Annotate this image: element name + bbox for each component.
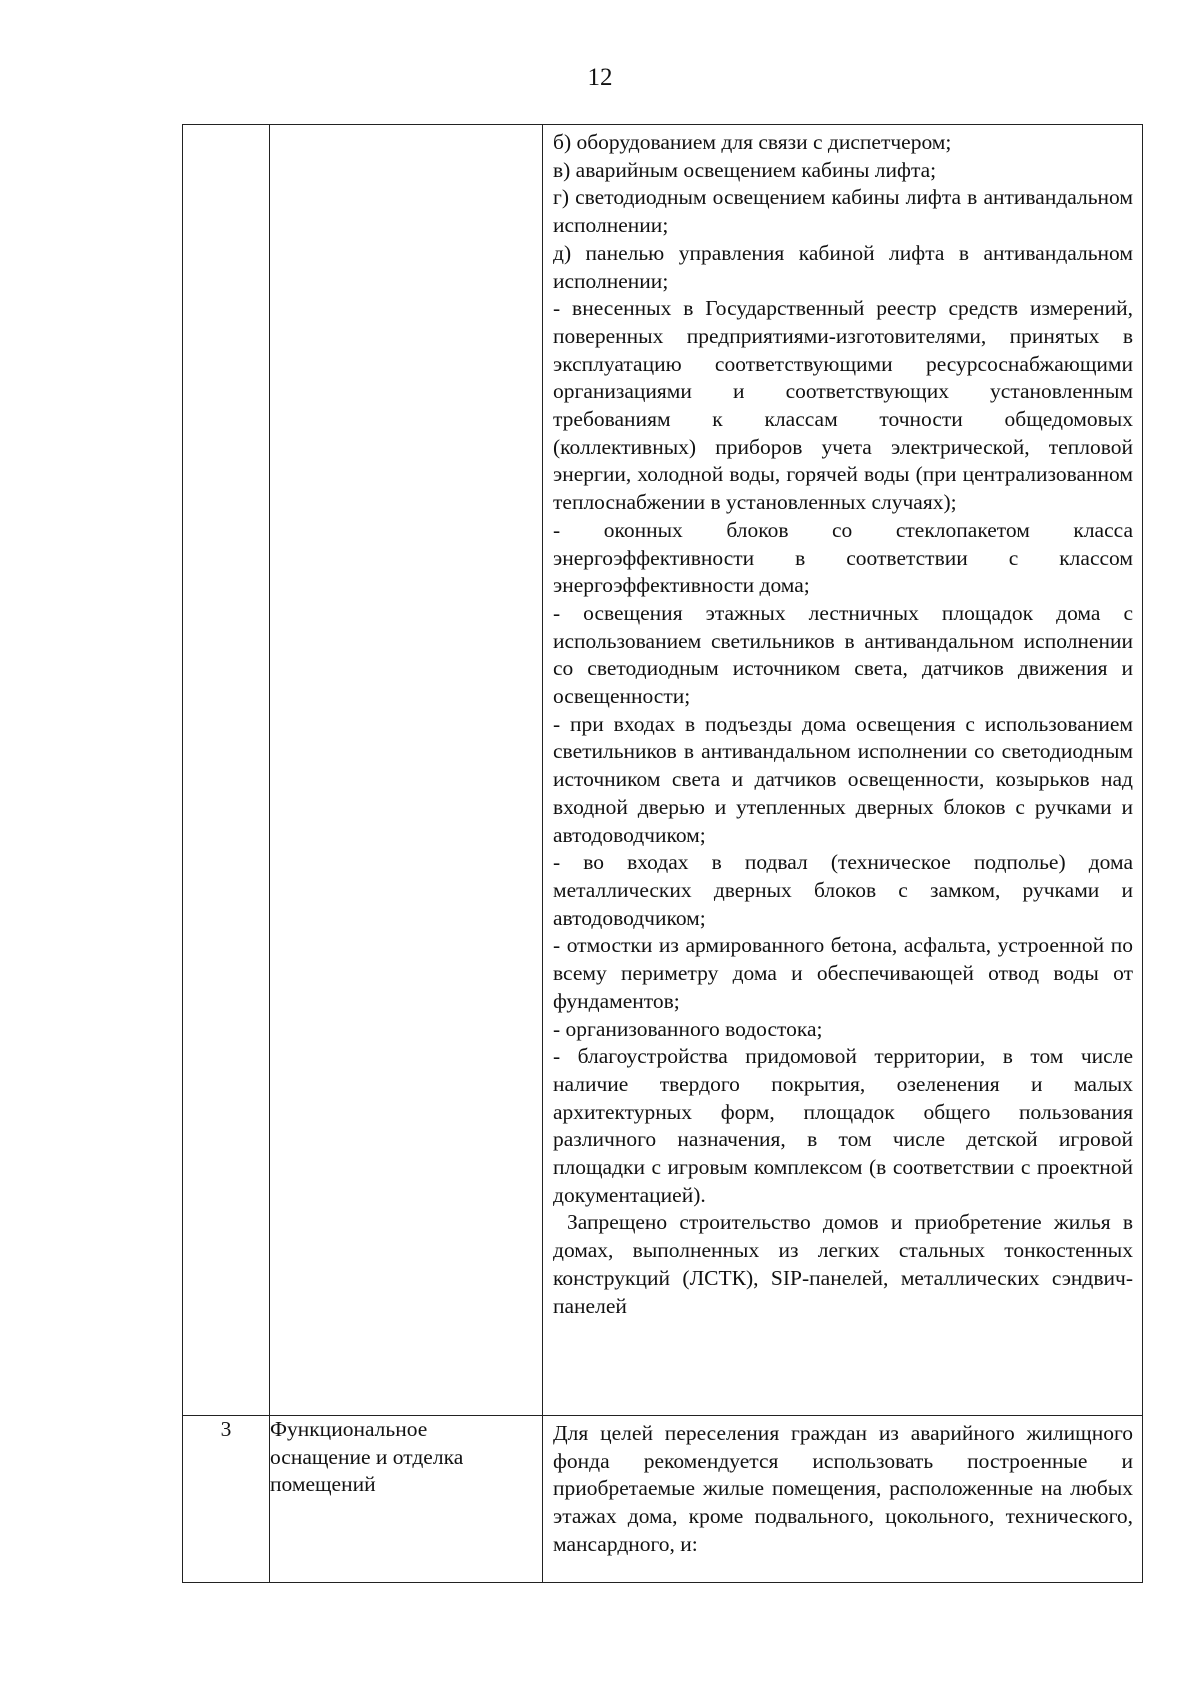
paragraph-blind-area: - отмостки из армированного бетона, асфальта, устроенной по всему периметру дома и обеспечивающей отвод воды от фундаментов; — [553, 933, 1133, 1013]
paragraph-communication-equipment: б) оборудованием для связи с диспетчером; — [553, 130, 952, 154]
page-number: 12 — [587, 64, 613, 91]
paragraph-led-lighting: г) светодиодным освещением кабины лифта в антивандальном исполнении; — [553, 185, 1133, 238]
paragraph-basement-doors: - во входах в подвал (техническое подполье) дома металлических дверных блоков с замком, ручками и автодоводчиком; — [553, 850, 1133, 930]
paragraph-control-panel: д) панелью управления кабиной лифта в антивандальном исполнении; — [553, 240, 1133, 293]
table-row — [183, 1416, 1143, 1583]
row-name-cell — [270, 1416, 543, 1583]
row-number-cell: 3 — [183, 1416, 270, 1583]
paragraph-resettlement: Для целей переселения граждан из аварийного жилищного фонда рекомендуется использовать построенные и приобретаемые жилые помещения, расположенные на любых этажах дома, кроме подвального, цокольного, технического, мансардного, и: — [553, 1421, 1133, 1556]
table-row — [183, 125, 1143, 1416]
row-name-line: оснащение и отделка — [270, 1444, 464, 1469]
requirements-table — [182, 124, 1143, 1583]
row-name-cell — [270, 125, 543, 1416]
row-number-cell — [183, 125, 270, 1416]
paragraph-metering-devices: - внесенных в Государственный реестр средств измерений, поверенных предприятиями-изготовителями, принятых в эксплуатацию соответствующими ресурсоснабжающими организациями и соответствующих установленным требованиям к классам точности общедомовых (коллективных) приборов учета электрической, тепловой энергии, холодной воды, горячей воды (при централизованном теплоснабжении в установленных случаях); — [553, 296, 1133, 515]
paragraph-emergency-lighting: в) аварийным освещением кабины лифта; — [553, 157, 937, 182]
paragraph-stair-lighting: - освещения этажных лестничных площадок дома с использованием светильников в антивандальном исполнении со светодиодным источником света, датчиков движения и освещенности; — [553, 600, 1133, 709]
paragraph-landscaping: - благоустройства придомовой территории, в том числе наличие твердого покрытия, озеленения и малых архитектурных форм, площадок общего пользования различного назначения, в том числе детской игровой площадки с игровым комплексом (в соответствии с проектной документацией). — [553, 1044, 1133, 1207]
row-description-cell — [543, 1416, 1143, 1583]
paragraph-entrance-lighting: - при входах в подъезды дома освещения с использованием светильников в антивандальном исполнении со светодиодным источником света и датчиков освещенности, козырьков над входной дверью и утепленных дверных блоков с ручками и автодоводчиком; — [553, 711, 1133, 847]
row-description-cell — [543, 125, 1143, 1416]
paragraph-construction-prohibition: Запрещено строительство домов и приобретение жилья в домах, выполненных из легких стальных тонкостенных конструкций (ЛСТК), SIP-панелей, металлических сэндвич-панелей — [553, 1210, 1133, 1318]
row-name-line: Функциональное — [270, 1417, 428, 1441]
paragraph-window-blocks: - оконных блоков со стеклопакетом класса энергоэффективности в соответствии с классом энергоэффективности дома; — [553, 517, 1133, 598]
row-name-line: помещений — [270, 1472, 376, 1497]
paragraph-drainage: - организованного водостока; — [553, 1016, 823, 1041]
